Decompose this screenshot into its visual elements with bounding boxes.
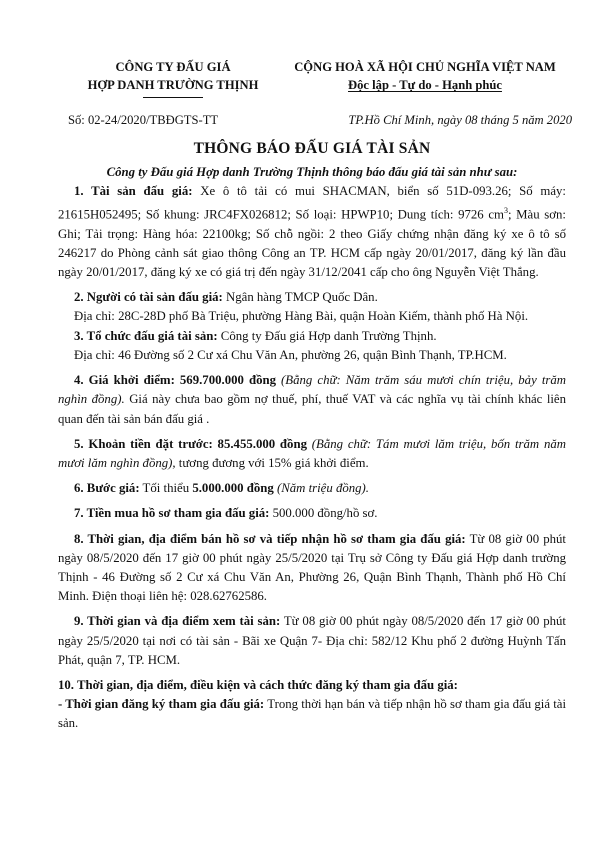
document-date: TP.Hồ Chí Minh, ngày 08 tháng 5 năm 2020 [348,113,572,127]
national-motto: Độc lập - Tự do - Hạnh phúc [348,78,502,93]
section-bid-step [58,479,566,498]
notice-body [58,182,566,734]
section-viewing-text: Từ 08 giờ 00 phút ngày 08/5/2020 đến 17 giờ 00 phút ngày 25/5/2020 tại nơi có tài sản - Bãi xe Quận 7- Địa chỉ: 582/12 Khu phố 2 đường Huỳnh Tấn Phát, quận 7, TP. HCM. [58,614,566,667]
section-asset-text-a: Xe ô tô tải có mui SHACMAN, biển số 51D-093.26; Số máy: 21615H052495; Số khung: JRC4FX026812; Số loại: HPWP10; Dung tích: 9726 cm [58,184,566,222]
company-header [68,58,278,98]
section-viewing [58,612,566,670]
section-asset-label: 1. Tài sản đấu giá: [74,184,193,198]
document-title: THÔNG BÁO ĐẤU GIÁ TÀI SẢN [193,140,431,157]
section-registration-time [58,695,566,733]
section-bid-step-amount: 5.000.000 đồng [192,481,274,496]
section-viewing-label: 9. Thời gian và địa điểm xem tài sản: [74,614,281,629]
section-owner-label: 2. Người có tài sản đấu giá: [74,290,223,305]
section-asset-sup: 3 [503,206,508,216]
section-organizer-address: Địa chỉ: 46 Đường số 2 Cư xá Chu Văn An, phường 26, quận Bình Thạnh, TP.HCM. [74,347,507,362]
header-divider [143,97,203,98]
section-registration-time-label: - Thời gian đăng ký tham gia đấu giá: [58,697,265,712]
section-dossier-sale-text: Từ 08 giờ 00 phút ngày 08/5/2020 đến 17 giờ 00 phút ngày 25/5/2020 tại Trụ sở Công ty Đấu giá Hợp danh trường Thịnh - 46 Đường số 2 Cư xá Chu Văn An, Phường 26, Quận Bình Thạnh, Thành phố Hồ Chí Minh. Điện thoại liên hệ: 028.62762586. [58,531,566,604]
section-asset [58,182,566,282]
company-name-line1: CÔNG TY ĐẤU GIÁ [115,60,231,74]
nation-title: CỘNG HOÀ XÃ HỘI CHỦ NGHĨA VIỆT NAM [294,60,556,74]
section-owner-address: Địa chỉ: 28C-28D phố Bà Triệu, phường Hàng Bài, quận Hoàn Kiếm, thành phố Hà Nội. [74,309,529,324]
section-registration-label: 10. Thời gian, địa điểm, điều kiện và cách thức đăng ký tham gia đấu giá: [58,677,458,692]
company-name-line2: HỢP DANH TRƯỜNG THỊNH [87,78,259,93]
section-organizer-text: Công ty Đấu giá Hợp danh Trường Thịnh. [217,328,437,343]
section-dossier-fee [58,504,566,523]
section-deposit [58,435,566,473]
section-bid-step-label: 6. Bước giá: [74,481,140,496]
section-deposit-text: tương đương với 15% giá khởi điểm. [175,455,369,470]
section-dossier-sale-label: 8. Thời gian, địa điểm bán hồ sơ và tiếp nhận hồ sơ tham gia đấu giá: [74,531,466,546]
section-owner-text: Ngân hàng TMCP Quốc Dân. [222,290,378,305]
section-dossier-sale [58,530,566,607]
national-header [280,58,570,95]
section-starting-price-words: (Bằng chữ: Năm trăm sáu mươi chín triệu, bảy trăm nghìn đồng). [58,373,566,407]
document-ref-number: Số: 02-24/2020/TBĐGTS-TT [68,113,219,127]
section-starting-price-label: 4. Giá khởi điểm: 569.700.000 đồng [74,373,276,388]
section-registration [58,676,566,695]
document-subtitle: Công ty Đấu giá Hợp danh Trường Thịnh thông báo đấu giá tài sản như sau: [106,165,518,179]
section-asset-text-b: ; Màu sơn: Ghi; Tải trọng: Hàng hóa: 22100kg; Số chỗ ngồi: 2 theo Giấy chứng nhận đăng ký xe ô tô số 246217 do Phòng cảnh sát giao thông Công an TP. HCM cấp ngày 20/01/2017, đăng ký lần đầu ngày 20/01/2017, đăng ký xe có giá trị đến ngày 31/12/2041 cấp cho ông Nguyễn Việt Thắng. [58,207,566,280]
section-organizer-label: 3. Tổ chức đấu giá tài sản: [74,328,218,343]
section-dossier-fee-label: 7. Tiền mua hồ sơ tham gia đấu giá: [74,506,270,521]
section-organizer [58,327,566,346]
section-starting-price-text: Giá này chưa bao gồm nợ thuế, phí, thuế VAT và các nghĩa vụ tài chính khác liên quan đến tài sản bán đấu giá . [58,392,567,426]
section-bid-step-words: (Năm triệu đồng). [273,481,370,496]
section-owner [58,288,566,307]
section-bid-step-text: Tối thiểu [139,481,193,496]
section-deposit-words: (Bằng chữ: Tám mươi lăm triệu, bốn trăm năm mươi lăm nghìn đồng), [58,436,566,470]
section-dossier-fee-text: 500.000 đồng/hồ sơ. [269,506,378,521]
section-starting-price [58,371,566,429]
section-deposit-label: 5. Khoản tiền đặt trước: 85.455.000 đồng [74,436,307,451]
section-registration-time-text: Trong thời hạn bán và tiếp nhận hồ sơ tham gia đấu giá tài sản. [58,697,567,731]
